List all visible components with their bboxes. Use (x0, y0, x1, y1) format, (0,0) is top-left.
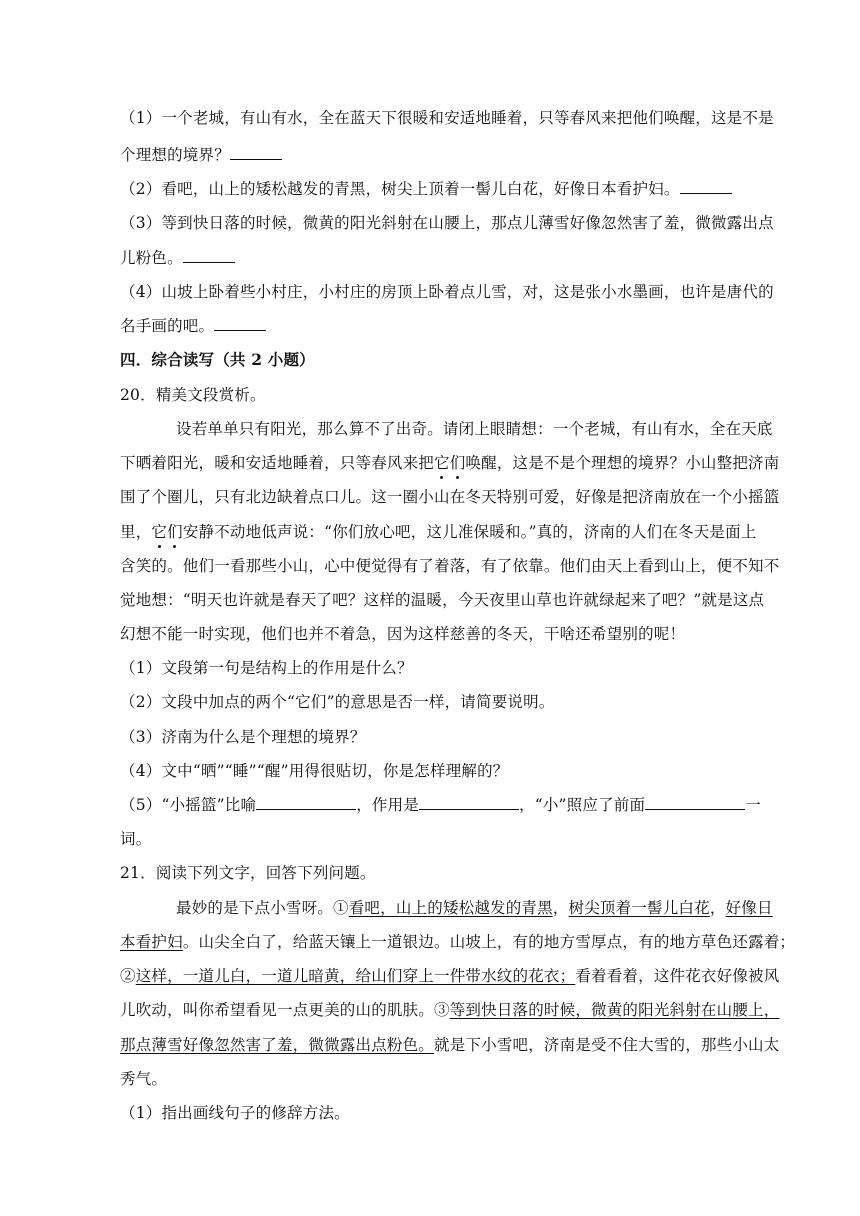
q20-subquestion-1: （1）文段第一句是结构上的作用是什么？ (120, 659, 413, 677)
circled-number: ③ (434, 1001, 450, 1019)
answer-blank[interactable] (214, 316, 266, 331)
emphasis-dot-char: 们 (167, 523, 183, 541)
answer-blank[interactable] (230, 145, 282, 160)
passage-line: ②这样，一道儿白，一道儿暗黄，给山们穿上一件带水纹的花衣；看着看着，这件花衣好像被风 (120, 967, 780, 985)
underlined-sentence: 本看护妇 (120, 933, 183, 951)
underlined-sentence: 等到快日落的时候，微黄的阳光斜射在山腰上， (449, 1001, 780, 1019)
q19-item-3-cont: 儿粉色。 (120, 248, 760, 268)
underlined-sentence: 这样，一道儿白，一道儿暗黄，给山们穿上一件带水纹的花衣； (135, 967, 576, 985)
passage-line: 设若单单只有阳光，那么算不了出奇。请闭上眼睛想：一个老城，有山有水，全在天底 (176, 420, 773, 438)
q20-subquestion-4: （4）文中“晒”“睡”“醒”用得很贴切，你是怎样理解的？ (120, 762, 509, 780)
q20-subquestion-5-cont: 词。 (120, 830, 152, 848)
emphasis-dot-char: 们 (449, 454, 466, 472)
q19-item-4-cont: 名手画的吧。 (120, 316, 760, 336)
q21-subquestion-1: （1）指出画线句子的修辞方法。 (120, 1104, 350, 1122)
passage-line: 那点薄雪好像忽然害了羞，微微露出点粉色。就是下小雪吧，济南是受不住大雪的，那些小山太 (120, 1036, 780, 1054)
passage-line: 觉地想：“明天也许就是春天了吧？这样的温暖，今天夜里山草也许就绿起来了吧？”就是这点 (120, 591, 765, 609)
answer-blank[interactable] (419, 795, 519, 810)
passage-line: 下晒着阳光，暖和安适地睡着，只等春风来把它们唤醒，这是不是个理想的境界？小山整把济南 (120, 454, 780, 472)
passage-line: 秀气。 (120, 1070, 168, 1088)
q20-title: 20．精美文段赏析。 (120, 386, 266, 404)
q19-item-3: （3）等到快日落的时候，微黄的阳光斜射在山腰上，那点儿薄雪好像忽然害了羞，微微露出点 (120, 214, 774, 232)
passage-line: 本看护妇。山尖全白了，给蓝天镶上一道银边。山坡上，有的地方雪厚点，有的地方草色还露着； (120, 933, 796, 951)
section-heading: 四．综合读写（共 2 小题） (120, 350, 315, 369)
emphasis-dot-char: 它 (151, 523, 168, 541)
answer-blank[interactable] (645, 795, 745, 810)
q21-title: 21．阅读下列文字，回答下列问题。 (120, 864, 376, 882)
underlined-sentence: 好像日 (725, 899, 773, 917)
underlined-sentence: 树尖顶着一髻儿白花 (568, 899, 710, 917)
q19-item-2: （2）看吧，山上的矮松越发的青黑，树尖上顶着一髻儿白花，好像日本看护妇。 (120, 179, 760, 199)
circled-number: ② (120, 967, 136, 985)
underlined-sentence: 看吧，山上的矮松越发的青黑 (348, 899, 553, 917)
circled-number: ① (333, 899, 349, 917)
q20-subquestion-2: （2）文段中加点的两个“它们”的意思是否一样，请简要说明。 (120, 693, 555, 711)
q19-item-4: （4）山坡上卧着些小村庄，小村庄的房顶上卧着点儿雪，对，这是张小水墨画，也许是唐代的 (120, 283, 774, 301)
answer-blank[interactable] (256, 795, 356, 810)
q19-item-1: （1）一个老城，有山有水，全在蓝天下很暖和安适地睡着，只等春风来把他们唤醒，这是不是 (120, 109, 774, 127)
underlined-sentence: 那点薄雪好像忽然害了羞，微微露出点粉色。 (120, 1036, 435, 1054)
answer-blank[interactable] (680, 179, 732, 194)
q19-item-1-cont: 个理想的境界？ (120, 145, 760, 165)
q20-subquestion-5: （5）“小摇篮”比喻 ，作用是 ，“小”照应了前面 一 (120, 796, 761, 814)
passage-line: 儿吹动，叫你希望看见一点更美的山的肌肤。③等到快日落的时候，微黄的阳光斜射在山腰上， (120, 1001, 780, 1019)
passage-line: 含笑的。他们一看那些小山，心中便觉得有了着落，有了依靠。他们由天上看到山上，便不知不 (120, 557, 780, 575)
passage-line: 里，它们安静不动地低声说：“你们放心吧，这儿准保暖和。”真的，济南的人们在冬天是面上 (120, 523, 757, 541)
passage-line: 最妙的是下点小雪呀。①看吧，山上的矮松越发的青黑，树尖顶着一髻儿白花，好像日 (176, 899, 773, 917)
q20-subquestion-3: （3）济南为什么是个理想的境界？ (120, 728, 366, 746)
emphasis-dot-char: 它 (434, 454, 450, 472)
answer-blank[interactable] (183, 248, 235, 263)
passage-line: 幻想不能一时实现，他们也并不着急，因为这样慈善的冬天，干啥还希望别的呢！ (120, 625, 686, 643)
passage-line: 围了个圈儿，只有北边缺着点口儿。这一圈小山在冬天特别可爱，好像是把济南放在一个小摇篮 (120, 488, 780, 506)
